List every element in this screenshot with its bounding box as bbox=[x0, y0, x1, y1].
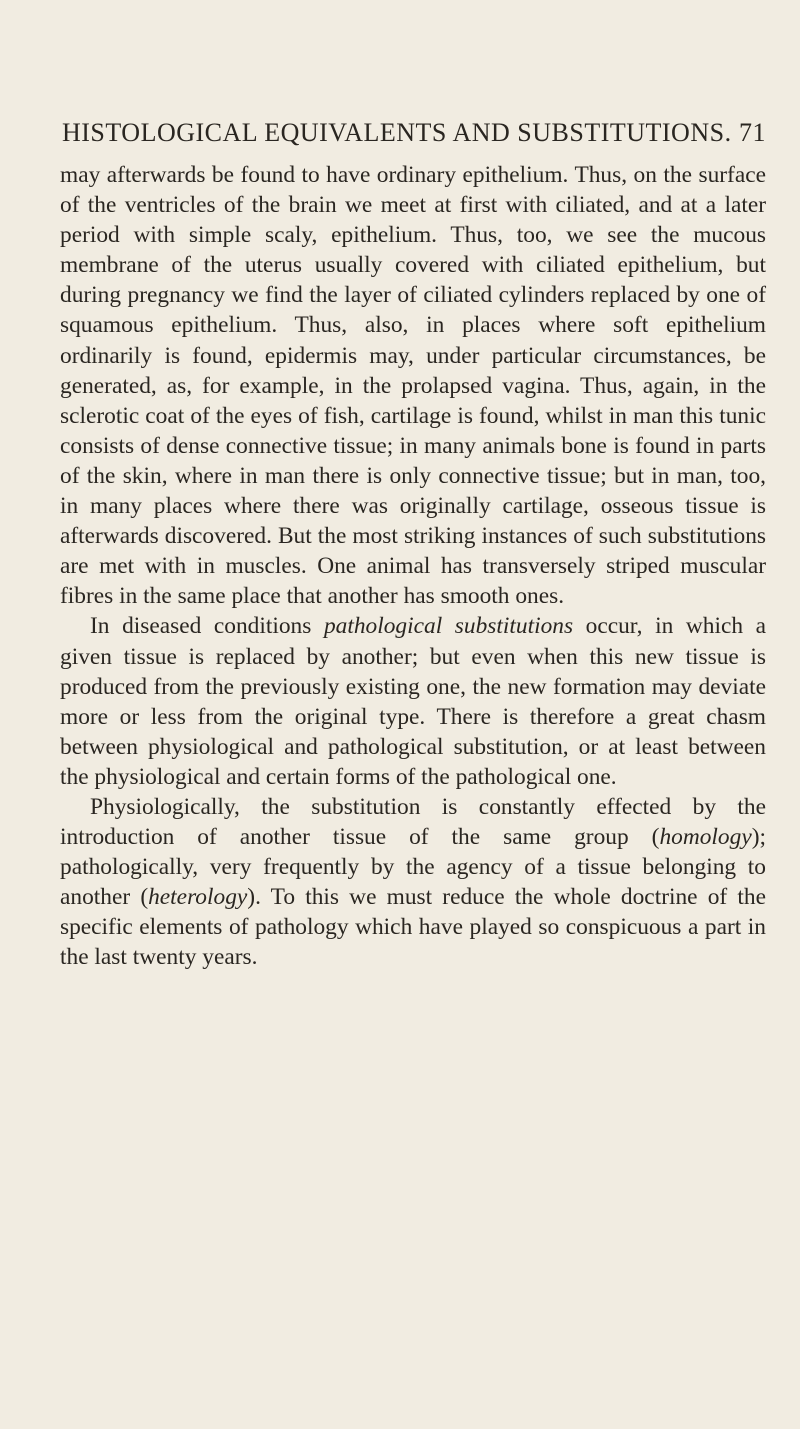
paragraph-2 bbox=[60, 611, 766, 792]
running-head bbox=[62, 118, 766, 148]
paragraph-3 bbox=[60, 792, 766, 973]
text-segment: Physiologically, the substitution is constantly effected by the introduction of another tissue of the same group ( bbox=[60, 793, 766, 851]
text-segment: ); pathologically, very frequently by the agency of a tissue belonging to another ( bbox=[60, 824, 766, 911]
text-segment: ). To this we must reduce the whole doctrine of the specific elements of pathology which have played so conspicuous a part in the last twenty years. bbox=[60, 884, 766, 971]
paragraph-1 bbox=[60, 160, 766, 611]
text-segment: In diseased conditions bbox=[90, 613, 324, 640]
italic-term: pathological substitutions bbox=[323, 613, 574, 640]
text-segment: occur, in which a given tissue is replaced by another; but even when this new tissue is produced from the previously existing one, the new formation may deviate more or less from the original type. There is therefore a great chasm between physiological and pathological substitution, or at least between the physiological and certain forms of the pathological one. bbox=[60, 613, 766, 790]
body-text bbox=[60, 160, 766, 973]
text-segment: may afterwards be found to have ordinary epithelium. Thus, on the surface of the ventricles of the brain we meet at first with ciliated, and at a later period with simple scaly, epithelium. Thus, too, we see the mucous membrane of the uterus usually covered with ciliated epithelium, but during pregnancy we find the layer of ciliated cylinders replaced by one of squamous epithelium. Thus, also, in places where soft epithelium ordinarily is found, epidermis may, under particular circumstances, be generated, as, for example, in the prolapsed vagina. Thus, again, in the sclerotic coat of the eyes of fish, cartilage is found, whilst in man this tunic consists of dense connective tissue; in many animals bone is found in parts of the skin, where in man there is only connective tissue; but in man, too, in many places where there was originally cartilage, osseous tissue is afterwards discovered. But the most striking instances of such substitutions are met with in muscles. One animal has transversely striped muscular fibres in the same place that another has smooth ones. bbox=[60, 162, 766, 610]
italic-term: homology bbox=[659, 824, 752, 851]
italic-term: heterology bbox=[148, 884, 248, 911]
running-title: HISTOLOGICAL EQUIVALENTS AND SUBSTITUTIONS. bbox=[62, 118, 732, 147]
page-number: 71 bbox=[739, 118, 766, 147]
